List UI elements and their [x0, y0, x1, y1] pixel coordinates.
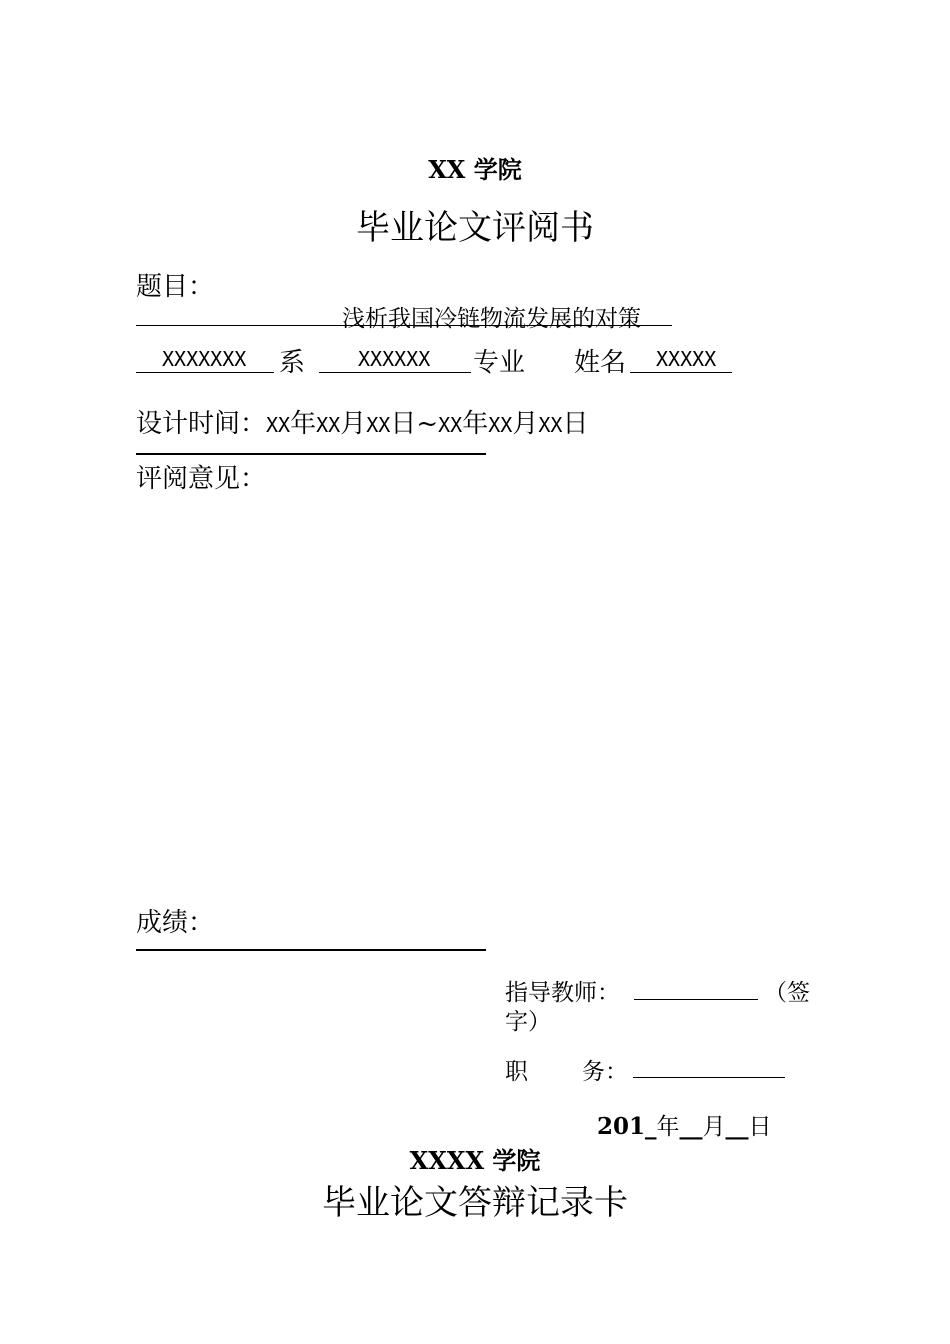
- name-label: 姓名: [574, 348, 627, 378]
- month-start-label: 月: [340, 409, 367, 439]
- design-time-line: [136, 403, 588, 440]
- name-underline: [630, 372, 732, 373]
- defense-title: 毕业论文答辩记录卡: [322, 1183, 628, 1223]
- day-end-label: 日: [562, 409, 589, 439]
- topic-value: 浅析我国冷链物流发展的对策: [342, 306, 641, 332]
- department-label: 系: [279, 348, 306, 378]
- design-time-rule: [136, 453, 486, 455]
- topic-label: 题目：: [136, 272, 215, 302]
- date-year-label: 年: [656, 1114, 680, 1140]
- college-header: XX 学院: [428, 155, 522, 184]
- date-month-label: 月: [702, 1114, 726, 1140]
- day-start-value: XX: [366, 413, 391, 437]
- major-value: XXXXXX: [358, 347, 431, 371]
- position-label-b: 务：: [582, 1059, 628, 1085]
- year-start-value: XX: [266, 413, 291, 437]
- major-label: 专业: [473, 348, 526, 378]
- month-end-value: XX: [488, 413, 513, 437]
- year-end-label: 年: [462, 409, 489, 439]
- advisor-sign-close: 字）: [505, 1009, 551, 1035]
- topic-underline: [136, 325, 672, 326]
- month-end-label: 月: [512, 409, 539, 439]
- month-start-value: XX: [316, 413, 341, 437]
- day-end-value: XX: [538, 413, 563, 437]
- day-start-label: 日~: [390, 409, 439, 439]
- year-end-value: XX: [438, 413, 463, 437]
- page-title: 毕业论文评阅书: [356, 208, 594, 248]
- second-college-header: XXXX 学院: [409, 1146, 541, 1175]
- major-underline: [319, 372, 471, 373]
- advisor-label: 指导教师：: [505, 980, 620, 1006]
- position-label-a: 职: [505, 1059, 528, 1085]
- date-year-prefix: 201: [597, 1113, 646, 1140]
- department-value: XXXXXXX: [162, 347, 247, 371]
- department-underline: [136, 372, 274, 373]
- design-time-label: 设计时间：: [136, 409, 267, 439]
- date-line: 201_年__月__日: [597, 1113, 772, 1140]
- position-line: [633, 1077, 785, 1078]
- review-opinion-label: 评阅意见：: [136, 464, 267, 494]
- year-start-label: 年: [290, 409, 317, 439]
- grade-rule: [136, 949, 486, 951]
- name-value: XXXXX: [656, 347, 717, 371]
- date-day-label: 日: [748, 1114, 772, 1140]
- advisor-signature-line: [634, 999, 758, 1000]
- grade-label: 成绩：: [136, 908, 215, 938]
- advisor-sign-open: （签: [764, 980, 810, 1006]
